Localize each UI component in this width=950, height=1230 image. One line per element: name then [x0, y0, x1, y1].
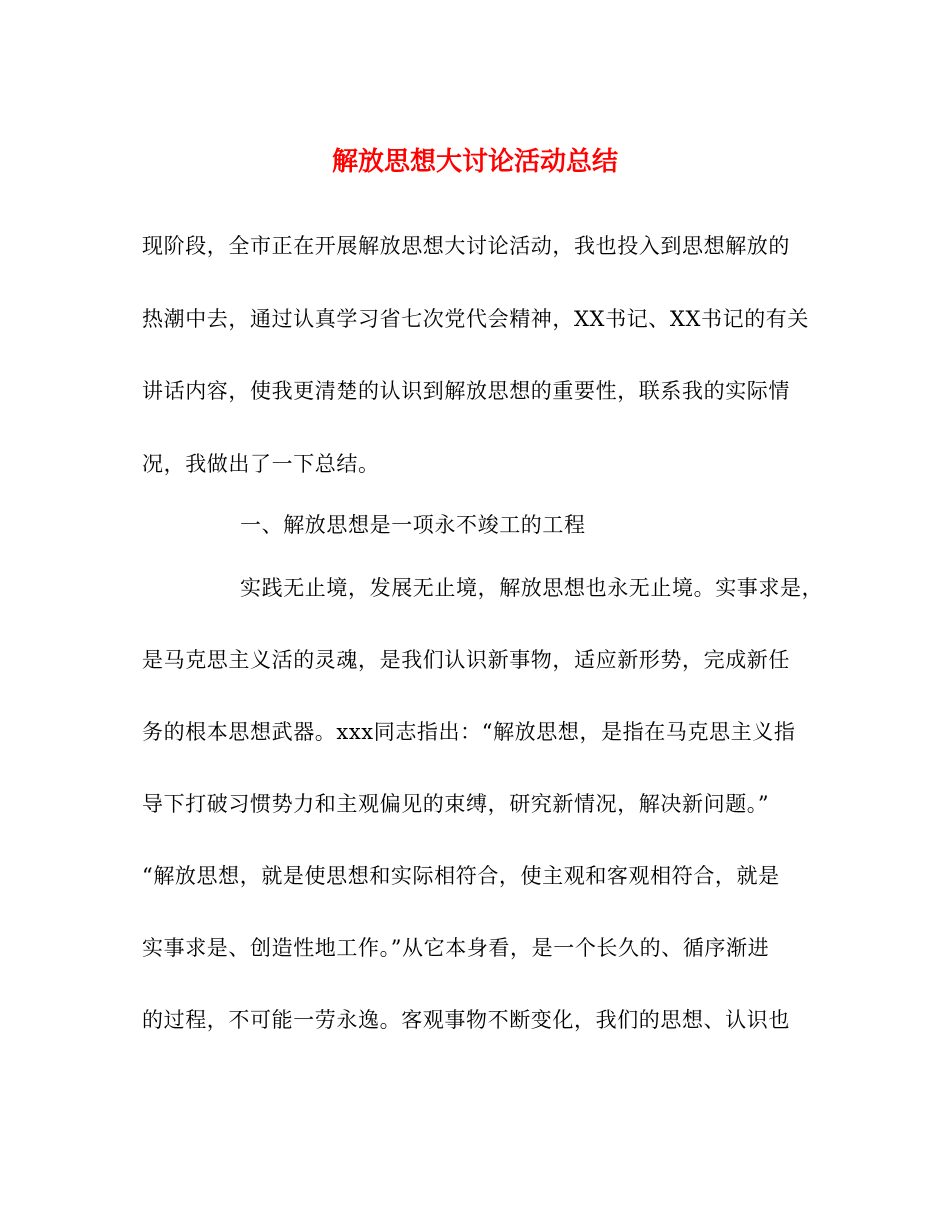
paragraph-line: 现阶段，全市正在开展解放思想大讨论活动，我也投入到思想解放的 [142, 234, 790, 258]
section-heading: 一、解放思想是一项永不竣工的工程 [240, 513, 586, 537]
paragraph-line: 况，我做出了一下总结。 [142, 452, 380, 476]
paragraph-line: 热潮中去，通过认真学习省七次党代会精神，XX书记、XX书记的有关 [142, 307, 809, 331]
paragraph-line: 实事求是、创造性地工作。”从它本身看，是一个长久的、循序渐进 [142, 936, 770, 960]
paragraph-line: 实践无止境，发展无止境，解放思想也永无止境。实事求是， [240, 576, 824, 600]
paragraph-line: 导下打破习惯势力和主观偏见的束缚，研究新情况，解决新问题。” [142, 792, 770, 816]
paragraph-line: 务的根本思想武器。xxx同志指出：“解放思想，是指在马克思主义指 [142, 720, 796, 744]
paragraph-line: 是马克思主义活的灵魂，是我们认识新事物，适应新形势，完成新任 [142, 648, 790, 672]
paragraph-line: 讲话内容，使我更清楚的认识到解放思想的重要性，联系我的实际情 [142, 379, 790, 403]
paragraph-line: “解放思想，就是使思想和实际相符合，使主观和客观相符合，就是 [142, 864, 780, 888]
document-title: 解放思想大讨论活动总结 [331, 147, 618, 177]
paragraph-line: 的过程，不可能一劳永逸。客观事物不断变化，我们的思想、认识也 [142, 1008, 790, 1032]
